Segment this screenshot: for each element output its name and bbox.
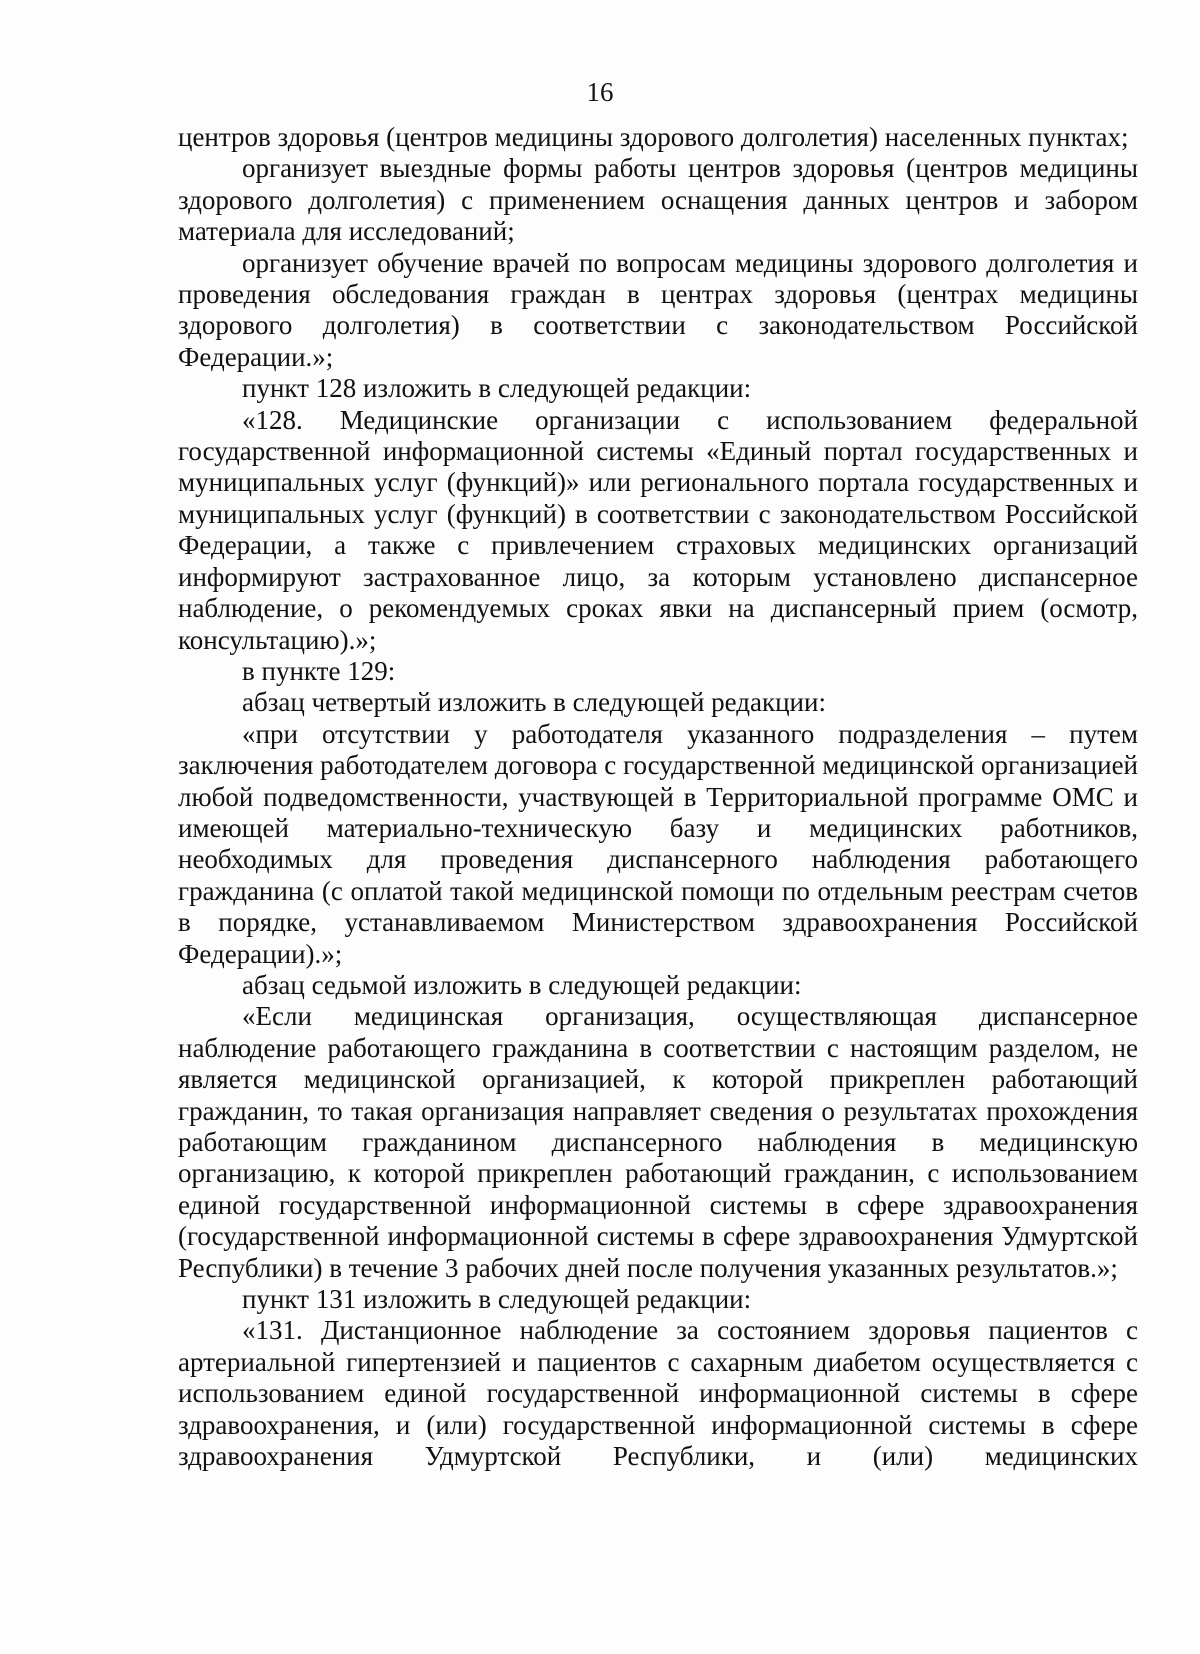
paragraph-item-129-fourth-intro: абзац четвертый изложить в следующей редакции: [242,687,826,718]
paragraph-item-131-text: «131. Дистанционное наблюдение за состоянием здоровья пациентов с артериальной гипертензией и пациентов с сахарным диабетом осуществляется с использованием единой государственной информационной системы в сфере здравоохранения, и (или) государственной информационной системы в сфере здравоохранения Удмуртской Республики, и (или) медицинских [178,1315,1138,1472]
paragraph-item-128-intro: пункт 128 изложить в следующей редакции: [242,373,752,404]
document-body [178,122,1138,1472]
paragraph-item-129-seventh-text: «Если медицинская организация, осуществляющая диспансерное наблюдение работающего гражданина в соответствии с настоящим разделом, не является медицинской организацией, к которой прикреплен работающий гражданин, то такая организация направляет сведения о результатах прохождения работающим гражданином диспансерного наблюдения в медицинскую организацию, к которой прикреплен работающий гражданин, с использованием единой государственной информационной системы в сфере здравоохранения (государственной информационной системы в сфере здравоохранения Удмуртской Республики) в течение 3 рабочих дней после получения указанных результатов.»; [178,1001,1138,1283]
paragraph-continuation: центров здоровья (центров медицины здорового долголетия) населенных пунктах; [178,122,1129,152]
paragraph-item-129-intro: в пункте 129: [242,655,396,686]
paragraph-item-131-intro: пункт 131 изложить в следующей редакции: [242,1284,752,1315]
paragraph-mobile-health-centers: организует выездные формы работы центров здоровья (центров медицины здорового долголетия) с применением оснащения данных центров и забором материала для исследований; [178,153,1138,247]
page-number: 16 [586,77,614,107]
paragraph-item-129-seventh-intro: абзац седьмой изложить в следующей редакции: [242,969,802,1000]
paragraph-item-129-fourth-text: «при отсутствии у работодателя указанного подразделения – путем заключения работодателем договора с государственной медицинской организацией любой подведомственности, участвующей в Территориальной программе ОМС и имеющей материально-техническую базу и медицинских работников, необходимых для проведения диспансерного наблюдения работающего гражданина (с оплатой такой медицинской помощи по отдельным реестрам счетов в порядке, устанавливаемом Министерством здравоохранения Российской Федерации).»; [178,718,1138,969]
paragraph-doctor-training: организует обучение врачей по вопросам медицины здорового долголетия и проведения обследования граждан в центрах здоровья (центрах медицины здорового долголетия) в соответствии с законодательством Российской Федерации.»; [178,247,1138,372]
paragraph-item-128-text: «128. Медицинские организации с использованием федеральной государственной информационной системы «Единый портал государственных и муниципальных услуг (функций)» или регионального портала государственных и муниципальных услуг (функций) в соответствии с законодательством Российской Федерации, а также с привлечением страховых медицинских организаций информируют застрахованное лицо, за которым установлено диспансерное наблюдение, о рекомендуемых сроках явки на диспансерный прием (осмотр, консультацию).»; [178,404,1138,655]
